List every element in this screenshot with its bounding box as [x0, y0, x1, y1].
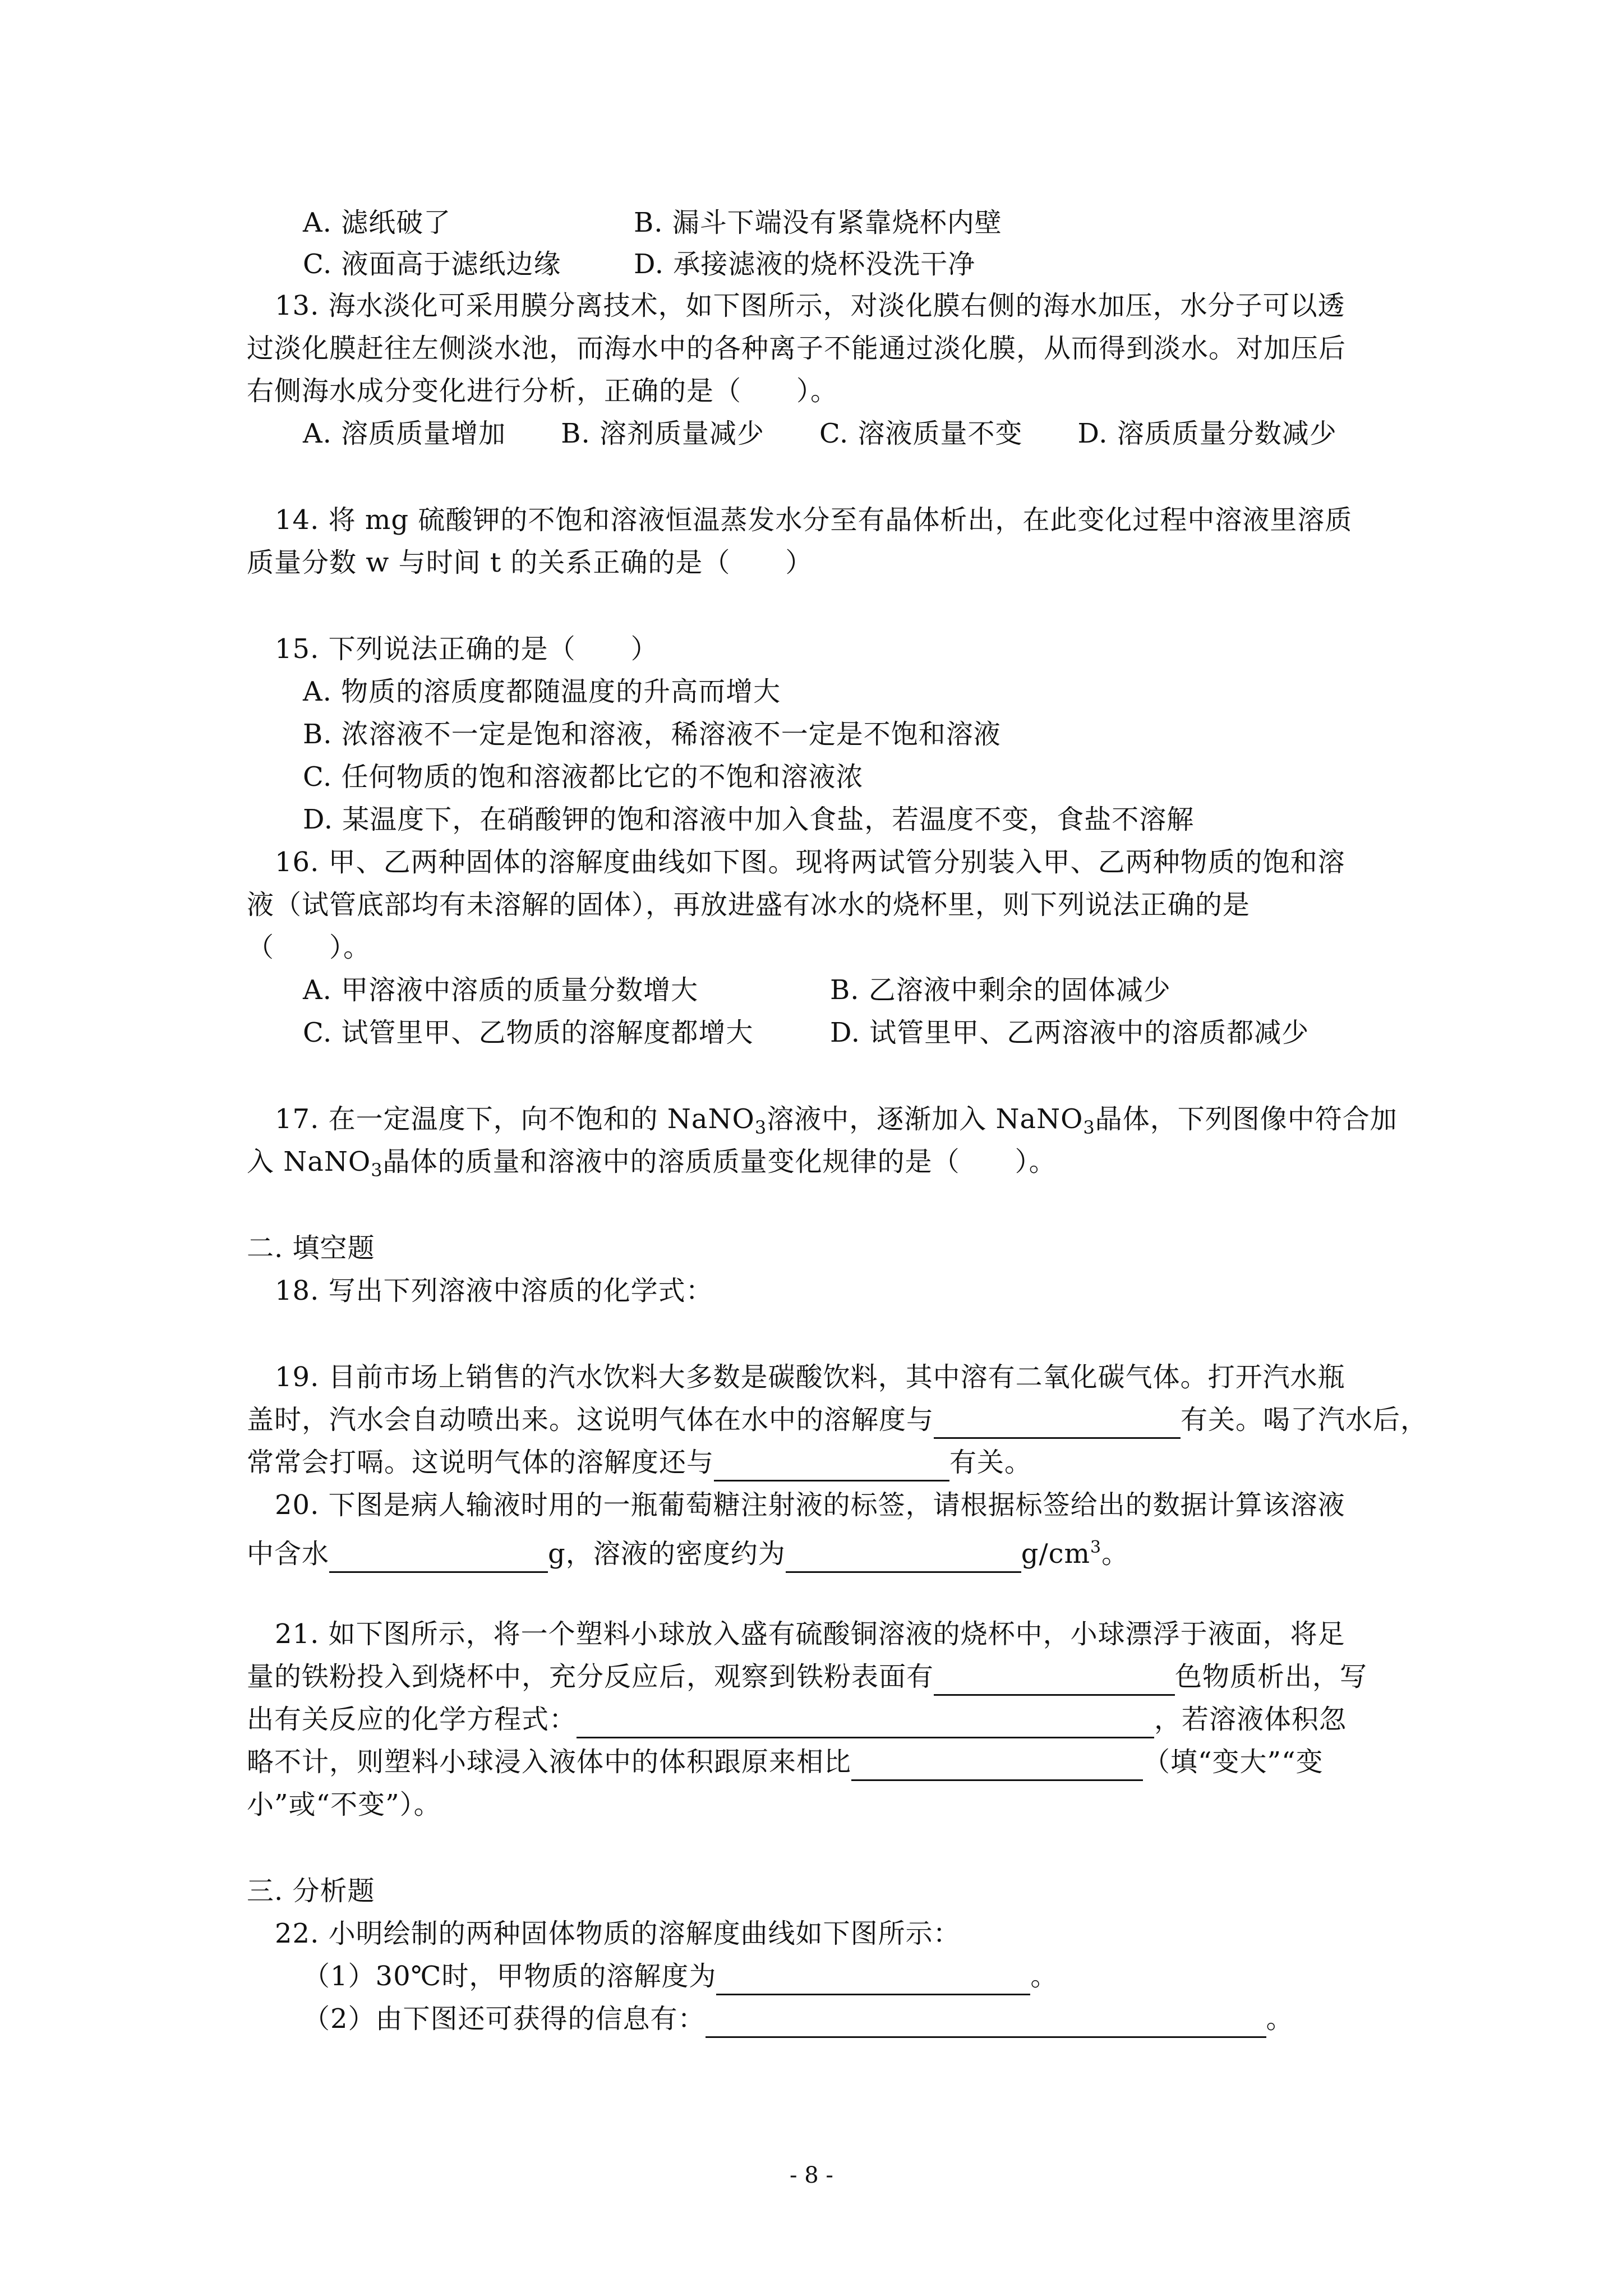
q17-text: 晶体的质量和溶液中的溶质质量变化规律的是（ ）。	[382, 1146, 1057, 1177]
q22-text: 。	[1030, 1961, 1058, 1992]
q17-text: 晶体，下列图像中符合加	[1095, 1103, 1398, 1135]
q13-line-2: 过淡化膜赶往左侧淡水池，而海水中的各种离子不能通过淡化膜，从而得到淡水。对加压后	[247, 333, 1347, 364]
q22-sub-1	[303, 1959, 1058, 1995]
q21-blank-3[interactable]	[851, 1745, 1143, 1781]
q19-line-2	[247, 1402, 1428, 1439]
q19-line-1: 19. 目前市场上销售的汽水饮料大多数是碳酸饮料，其中溶有二氧化碳气体。打开汽水瓶	[275, 1361, 1345, 1393]
q20-line-2	[247, 1530, 1129, 1573]
q21-line-4	[247, 1745, 1324, 1781]
q19-text: 盖时，汽水会自动喷出来。这说明气体在水中的溶解度与	[247, 1404, 934, 1435]
q16-option-b: B. 乙溶液中剩余的固体减少	[830, 974, 1171, 1006]
q12-option-a: A. 滤纸破了	[303, 207, 451, 238]
q22-blank-2[interactable]	[706, 2001, 1266, 2038]
q12-option-b: B. 漏斗下端没有紧靠烧杯内壁	[634, 207, 1002, 238]
q20-text: g/cm	[1021, 1538, 1091, 1570]
q18-stem: 18. 写出下列溶液中溶质的化学式：	[275, 1275, 713, 1306]
subscript: 3	[371, 1159, 383, 1181]
subscript: 3	[1083, 1117, 1095, 1138]
section-3-heading: 三. 分析题	[247, 1875, 375, 1907]
q20-blank-2[interactable]	[786, 1536, 1021, 1573]
q15-option-c: C. 任何物质的饱和溶液都比它的不饱和溶液浓	[303, 761, 864, 793]
q12-option-c: C. 液面高于滤纸边缘	[303, 249, 561, 280]
q21-line-3	[247, 1702, 1347, 1738]
superscript: 3	[1090, 1538, 1102, 1557]
q17-line-2	[247, 1144, 1057, 1188]
q22-text: （2）由下图还可获得的信息有：	[303, 2003, 706, 2035]
q21-text: ，若溶液体积忽	[1154, 1704, 1347, 1735]
section-2-heading: 二. 填空题	[247, 1232, 375, 1264]
q20-blank-1[interactable]	[329, 1536, 548, 1573]
q20-text: g，溶液的密度约为	[548, 1538, 786, 1570]
q21-text: 色物质析出，写	[1175, 1661, 1368, 1692]
q12-option-d: D. 承接滤液的烧杯没洗干净	[634, 249, 976, 280]
q22-text: 。	[1266, 2003, 1294, 2035]
q17-line-1	[275, 1102, 1398, 1145]
q20-line-1: 20. 下图是病人输液时用的一瓶葡萄糖注射液的标签，请根据标签给出的数据计算该溶液	[275, 1489, 1345, 1521]
page-number: - 8 -	[790, 2162, 833, 2188]
q21-text: （填“变大”“变	[1143, 1746, 1324, 1778]
q15-option-b: B. 浓溶液不一定是饱和溶液，稀溶液不一定是不饱和溶液	[303, 719, 1001, 750]
q19-blank-1[interactable]	[934, 1402, 1181, 1439]
q17-text: 17. 在一定温度下，向不饱和的 NaNO	[275, 1103, 755, 1135]
q21-line-1: 21. 如下图所示，将一个塑料小球放入盛有硫酸铜溶液的烧杯中，小球漂浮于液面，将足	[275, 1618, 1345, 1650]
q17-text: 入 NaNO	[247, 1146, 371, 1177]
q22-sub-2	[303, 2001, 1294, 2038]
q13-options: A. 溶质质量增加 B. 溶剂质量减少 C. 溶液质量不变 D. 溶质质量分数减少	[303, 418, 1337, 449]
q19-text: 有关。	[949, 1447, 1032, 1478]
q21-text: 量的铁粉投入到烧杯中，充分反应后，观察到铁粉表面有	[247, 1661, 934, 1692]
q21-line-2	[247, 1659, 1367, 1696]
q21-blank-2[interactable]	[577, 1702, 1154, 1738]
q13-line-1: 13. 海水淡化可采用膜分离技术，如下图所示，对淡化膜右侧的海水加压，水分子可以透	[275, 290, 1345, 321]
q19-blank-2[interactable]	[714, 1445, 949, 1481]
q22-text: （1）30℃时，甲物质的溶解度为	[303, 1961, 717, 1992]
q13-line-3: 右侧海水成分变化进行分析，正确的是（ ）。	[247, 375, 838, 407]
q22-stem: 22. 小明绘制的两种固体物质的溶解度曲线如下图所示：	[275, 1918, 961, 1949]
q16-option-a: A. 甲溶液中溶质的质量分数增大	[303, 974, 699, 1006]
q16-option-c: C. 试管里甲、乙物质的溶解度都增大	[303, 1017, 754, 1048]
q15-option-a: A. 物质的溶质度都随温度的升高而增大	[303, 676, 781, 707]
q15-option-d: D. 某温度下，在硝酸钾的饱和溶液中加入食盐，若温度不变，食盐不溶解	[303, 804, 1195, 835]
q15-stem: 15. 下列说法正确的是（ ）	[275, 633, 658, 665]
q14-line-2: 质量分数 w 与时间 t 的关系正确的是（ ）	[247, 547, 813, 578]
q20-text: 。	[1101, 1538, 1129, 1570]
q19-text: 有关。喝了汽水后，	[1181, 1404, 1428, 1435]
q21-text: 略不计，则塑料小球浸入液体中的体积跟原来相比	[247, 1746, 852, 1778]
q20-text: 中含水	[247, 1538, 330, 1570]
q16-line-1: 16. 甲、乙两种固体的溶解度曲线如下图。现将两试管分别装入甲、乙两种物质的饱和溶	[275, 846, 1345, 878]
q19-line-3	[247, 1445, 1032, 1481]
q19-text: 常常会打嗝。这说明气体的溶解度还与	[247, 1447, 714, 1478]
q16-option-d: D. 试管里甲、乙两溶液中的溶质都减少	[830, 1017, 1310, 1048]
q21-blank-1[interactable]	[934, 1659, 1175, 1696]
q21-line-5: 小”或“不变”）。	[247, 1789, 441, 1820]
q16-line-2: 液（试管底部均有未溶解的固体），再放进盛有冰水的烧杯里，则下列说法正确的是	[247, 889, 1251, 921]
q14-line-1: 14. 将 mg 硫酸钾的不饱和溶液恒温蒸发水分至有晶体析出，在此变化过程中溶液里溶质	[275, 504, 1353, 536]
q16-line-3: （ ）。	[247, 932, 371, 963]
q22-blank-1[interactable]	[716, 1959, 1030, 1995]
q21-text: 出有关反应的化学方程式：	[247, 1704, 577, 1735]
subscript: 3	[754, 1117, 767, 1138]
q17-text: 溶液中，逐渐加入 NaNO	[767, 1103, 1083, 1135]
